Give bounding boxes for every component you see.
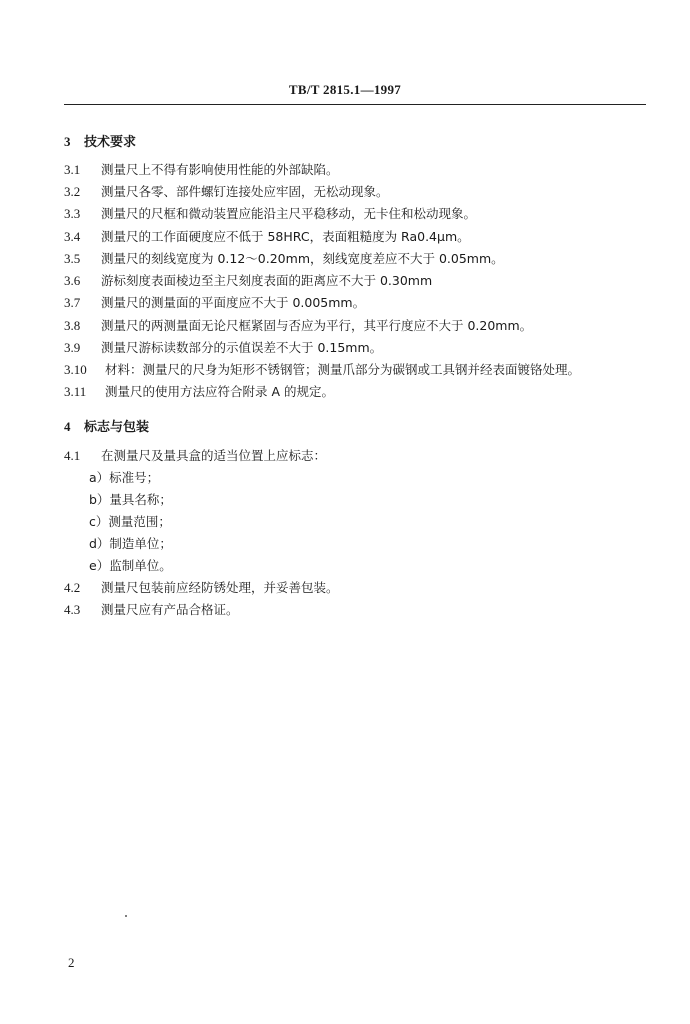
subitem-b: b）量具名称；	[89, 492, 172, 507]
clause-number: 3.10	[64, 362, 87, 377]
clause-text: 测量尺游标读数部分的示值误差不大于 0.15mm。	[101, 340, 383, 355]
scan-speck	[125, 915, 127, 917]
clause-number: 3.8	[64, 318, 81, 333]
clause-3-10	[64, 362, 580, 378]
clause-text: 测量尺的测量面的平面度应不大于 0.005mm。	[101, 295, 366, 310]
clause-number: 3.1	[64, 162, 81, 177]
clause-text: 在测量尺及量具盒的适当位置上应标志：	[101, 448, 327, 463]
clause-text: 测量尺各零、部件螺钉连接处应牢固，无松动现象。	[101, 184, 389, 199]
section-3-heading	[64, 131, 136, 150]
clause-3-9	[64, 340, 382, 356]
clause-number: 4.2	[64, 580, 81, 595]
clause-text: 测量尺的使用方法应符合附录 A 的规定。	[105, 384, 334, 399]
clause-number: 3.4	[64, 229, 81, 244]
clause-text: 测量尺的尺框和微动装置应能沿主尺平稳移动，无卡住和松动现象。	[101, 206, 477, 221]
clause-text: 测量尺的刻线宽度为 0.12～0.20mm，刻线宽度差应不大于 0.05mm。	[101, 251, 504, 266]
clause-3-8	[64, 318, 532, 334]
clause-3-2	[64, 184, 389, 200]
clause-text: 测量尺的工作面硬度应不低于 58HRC，表面粗糙度为 Ra0.4μm。	[101, 229, 470, 244]
clause-text: 测量尺应有产品合格证。	[101, 602, 239, 617]
clause-number: 3.6	[64, 273, 81, 288]
clause-3-11	[64, 384, 334, 400]
clause-text: 游标刻度表面棱边至主尺刻度表面的距离应不大于 0.30mm	[101, 273, 433, 288]
clause-3-3	[64, 206, 476, 222]
section-number: 3	[64, 134, 71, 149]
clause-number: 4.1	[64, 448, 81, 463]
clause-text: 测量尺包装前应经防锈处理，并妥善包装。	[101, 580, 339, 595]
subitem-e: e）监制单位。	[89, 558, 172, 573]
clause-text: 材料：测量尺的尺身为矩形不锈钢管；测量爪部分为碳钢或工具钢并经表面镀铬处理。	[105, 362, 581, 377]
document-header: TB/T 2815.1—1997	[288, 82, 402, 97]
subitem-c: c）测量范围；	[89, 514, 171, 529]
clause-3-7	[64, 295, 365, 311]
clause-4-3	[64, 602, 239, 618]
clause-3-1	[64, 162, 339, 178]
clause-text: 测量尺上不得有影响使用性能的外部缺陷。	[101, 162, 339, 177]
clause-number: 3.5	[64, 251, 81, 266]
section-4-heading	[64, 416, 149, 435]
clause-number: 3.11	[64, 384, 87, 399]
subitem-d: d）制造单位；	[89, 536, 172, 551]
header-rule	[64, 104, 646, 105]
clause-number: 3.2	[64, 184, 81, 199]
clause-4-1	[64, 448, 326, 464]
section-title: 标志与包装	[84, 420, 150, 435]
section-title: 技术要求	[84, 135, 137, 150]
clause-3-4	[64, 229, 470, 245]
clause-3-5	[64, 251, 504, 267]
clause-number: 3.7	[64, 295, 81, 310]
subitem-a: a）标准号；	[89, 470, 160, 485]
clause-text: 测量尺的两测量面无论尺框紧固与否应为平行，其平行度应不大于 0.20mm。	[101, 318, 533, 333]
page-number: 2	[68, 955, 75, 970]
section-number: 4	[64, 419, 71, 434]
clause-4-2	[64, 580, 339, 596]
clause-3-6	[64, 273, 432, 289]
clause-number: 3.3	[64, 206, 81, 221]
clause-number: 4.3	[64, 602, 81, 617]
clause-number: 3.9	[64, 340, 81, 355]
